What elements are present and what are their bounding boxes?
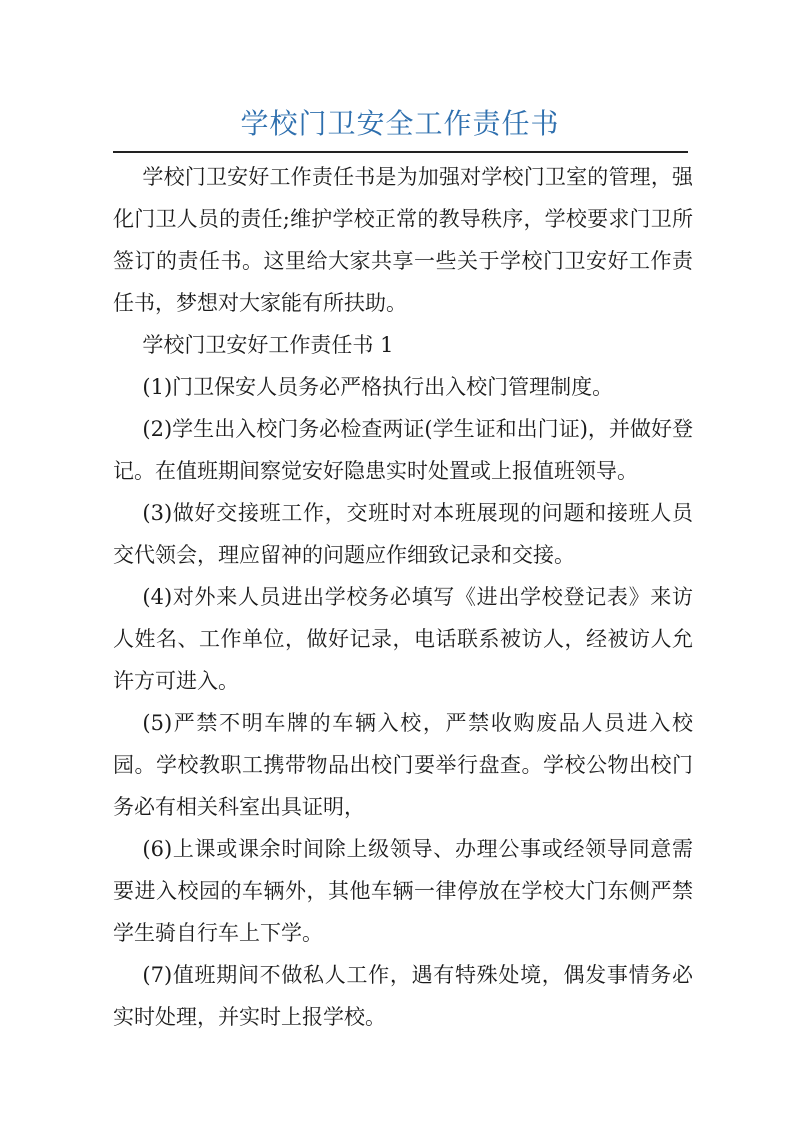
paragraph-item-7: (7)值班期间不做私人工作，遇有特殊处境，偶发事情务必实时处理，并实时上报学校。	[113, 963, 693, 1029]
paragraph-item-4: (4)对外来人员进出学校务必填写《进出学校登记表》来访人姓名、工作单位，做好记录，电话联系被访人，经被访人允许方可进入。	[113, 585, 693, 693]
document-body	[113, 156, 693, 1038]
title-underline	[113, 151, 688, 153]
paragraph-item-6: (6)上课或课余时间除上级领导、办理公事或经领导同意需要进入校园的车辆外，其他车辆一律停放在学校大门东侧严禁学生骑自行车上下学。	[113, 837, 693, 945]
document-title: 学校门卫安全工作责任书	[240, 107, 560, 140]
paragraph-item-3: (3)做好交接班工作，交班时对本班展现的问题和接班人员交代领会，理应留神的问题应作细致记录和交接。	[113, 501, 693, 567]
paragraph-item-5: (5)严禁不明车牌的车辆入校，严禁收购废品人员进入校园。学校教职工携带物品出校门要举行盘查。学校公物出校门务必有相关科室出具证明，	[113, 711, 693, 819]
paragraph-subtitle: 学校门卫安好工作责任书 1	[142, 333, 394, 357]
paragraph-item-2: (2)学生出入校门务必检查两证(学生证和出门证)，并做好登记。在值班期间察觉安好隐患实时处置或上报值班领导。	[113, 417, 693, 483]
paragraph-intro: 学校门卫安好工作责任书是为加强对学校门卫室的管理，强化门卫人员的责任;维护学校正常的教导秩序，学校要求门卫所签订的责任书。这里给大家共享一些关于学校门卫安好工作责任书，梦想对大家能有所扶助。	[113, 165, 693, 315]
paragraph-item-1: (1)门卫保安人员务必严格执行出入校门管理制度。	[142, 375, 614, 399]
